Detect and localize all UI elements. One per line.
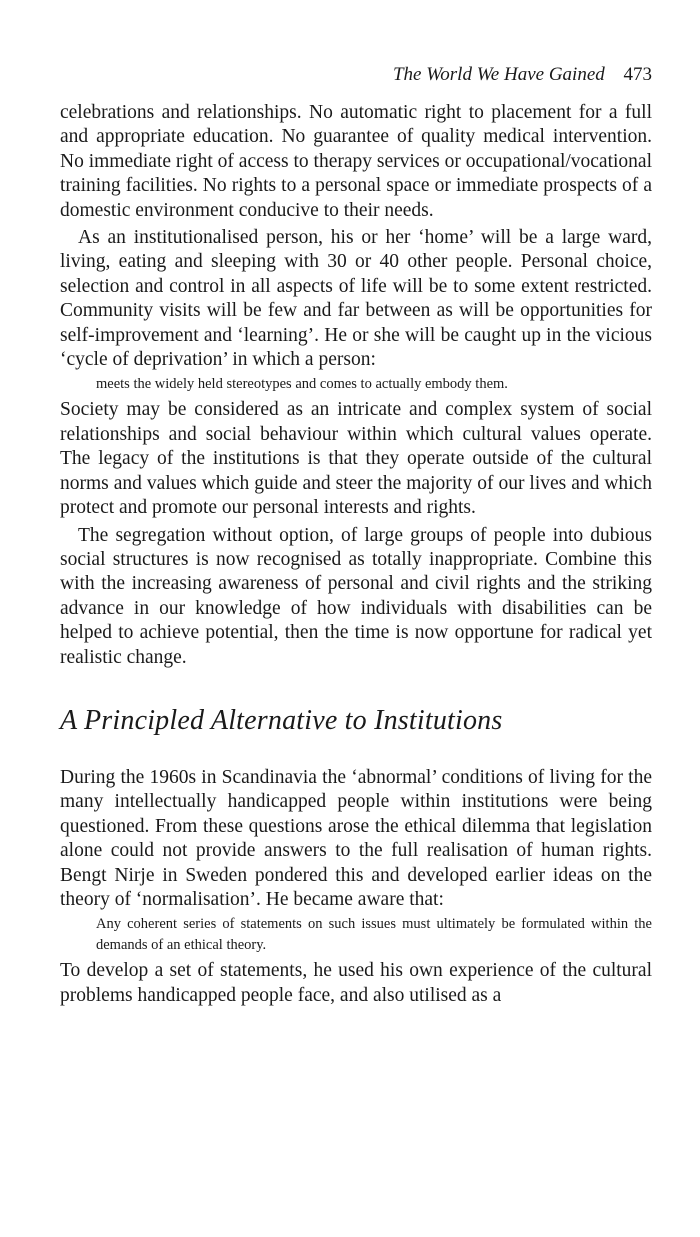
paragraph-continued: celebrations and relationships. No automatic right to placement for a full and appropriate education. No guarantee of quality medical intervention. No immediate right of access to therapy services or occupational/vocational training facilities. No rights to a personal space or immediate prospects of a domestic environment conducive to their needs. bbox=[60, 102, 652, 221]
page-number: 473 bbox=[623, 64, 652, 85]
running-head bbox=[393, 63, 652, 87]
paragraph-institutionalised-person: As an institutionalised person, his or her ‘home’ will be a large ward, living, eating and sleeping with 30 or 40 other people. Personal choice, selection and control in all aspects of life will be to some extent restricted. Community visits will be few and far between as will be opportunities for self-improvement and ‘learning’. He or she will be caught up in the vicious ‘cycle of deprivation’ in which a person: bbox=[60, 227, 652, 371]
paragraph-scandinavia: During the 1960s in Scandinavia the ‘abnormal’ conditions of living for the many intellectually handicapped people within institutions were being questioned. From these questions arose the ethical dilemma that legislation alone could not provide answers to the full realisation of human rights. Bengt Nirje in Sweden pondered this and developed earlier ideas on the theory of ‘normalisation’. He became aware that: bbox=[60, 766, 652, 910]
block-quote-cycle-of-deprivation: meets the widely held stereotypes and comes to actually embody them. bbox=[96, 376, 508, 393]
section-heading: A Principled Alternative to Institutions bbox=[60, 704, 503, 736]
paragraph-segregation: The segregation without option, of large groups of people into dubious social structures is now recognised as totally inappropriate. Combine this with the increasing awareness of personal and civil rights and the striking advance in our knowledge of how individuals with disabilities can be helped to achieve potential, then the time is now opportune for radical yet realistic change. bbox=[60, 524, 652, 668]
block-quote-ethical-theory: Any coherent series of statements on such issues must ultimately be formulated within the demands of an ethical theory. bbox=[96, 916, 652, 954]
running-head-title: The World We Have Gained bbox=[392, 64, 605, 85]
paragraph-society: Society may be considered as an intricate and complex system of social relationships and social behaviour within which cultural values operate. The legacy of the institutions is that they operate outside of the cultural norms and values which guide and steer the majority of our lives and which protect and promote our personal interests and rights. bbox=[60, 399, 652, 519]
body-text bbox=[60, 101, 652, 1008]
paragraph-statements: To develop a set of statements, he used his own experience of the cultural problems handicapped people face, and also utilised as a bbox=[60, 960, 652, 1006]
